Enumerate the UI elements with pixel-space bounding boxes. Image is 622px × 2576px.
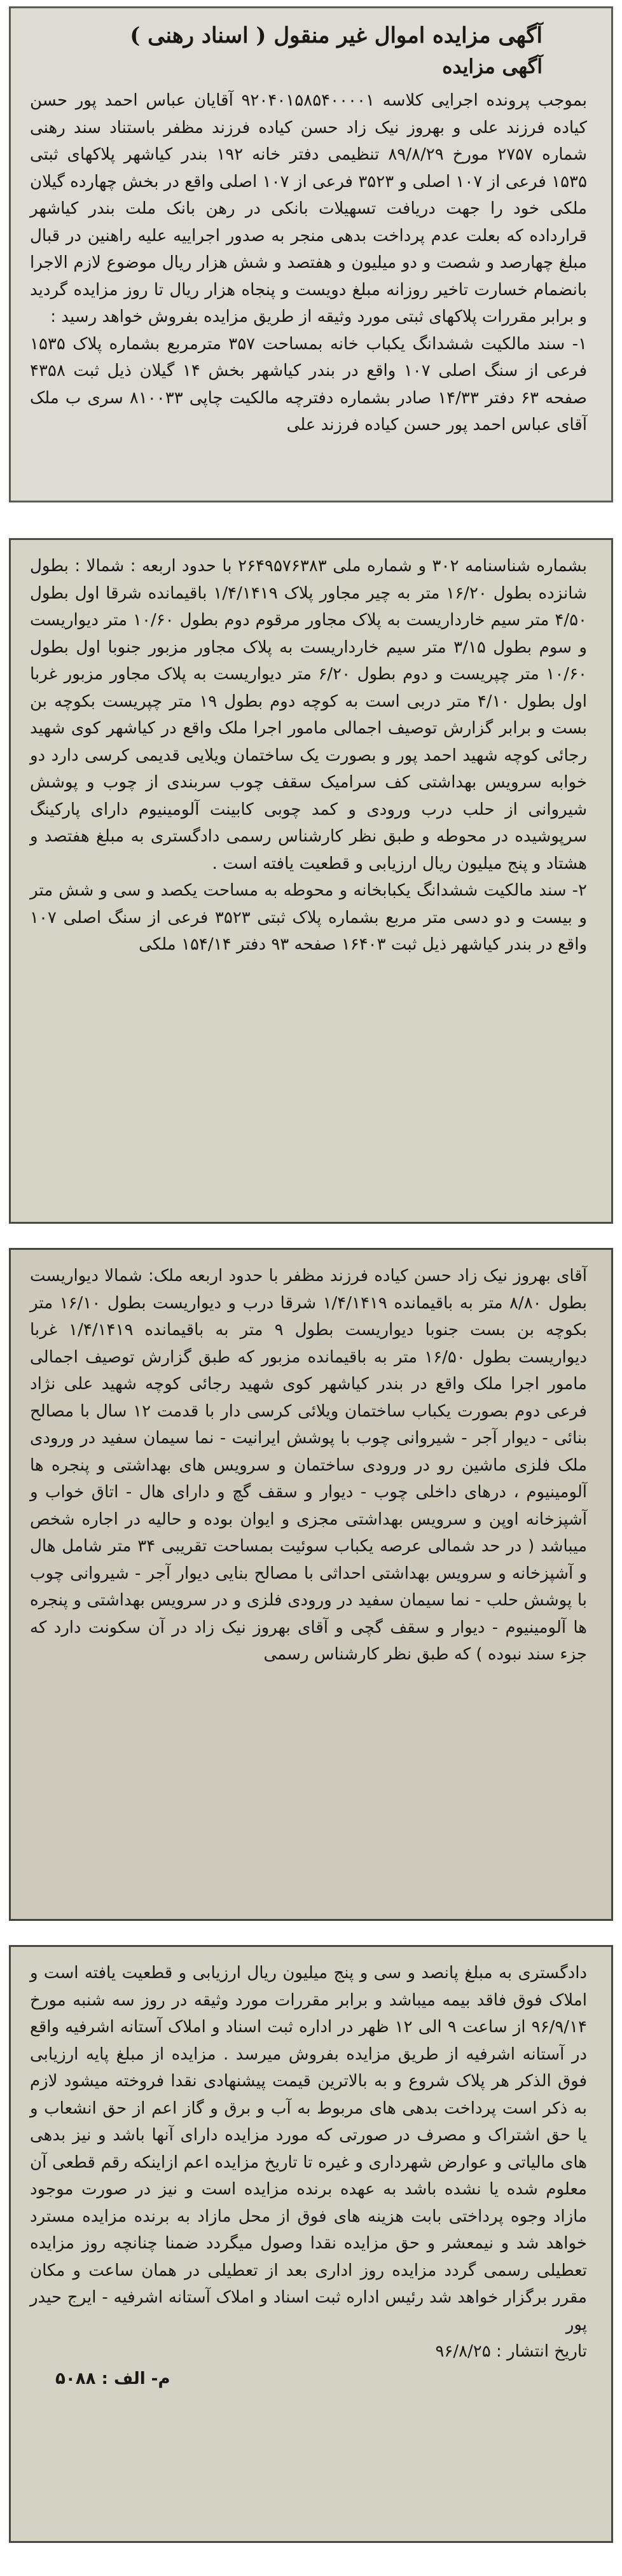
property-2-details-paragraph: آقای بهروز نیک زاد حسن کیاده فرزند مظفر با حدود اربعه ملک: شمالا دیواریست بطول ۸/۸۰ متر به باقیمانده ۱/۴/۱۴۱۹ شرقا درب و دیواریست بطول ۱۶/۱۰ متر بکوچه بن بست جنوبا دیواریست بطول ۹ متر به باقیمانده ۱/۴/۱۴۱۹ غربا دیواریست بطول ۱۶/۵۰ متر به باقیمانده مزبور که طبق گزارش توصیف اجمالی مامور اجرا ملک واقع در بندر کیاشهر کوی شهید رجائی کوچه شهید علی نژاد فرعی دوم بصورت یکباب ساختمان ویلائی کرسی دار با قدمت ۱۲ سال با مصالح بنائی - دیوار آجر - شیروانی چوب با پوشش ایرانیت - نما سیمان سفید در ورودی ملک فلزی ماشین رو در ورودی ساختمان و سرویس های بهداشتی و پنجره ها آلومینیوم ، درهای داخلی چوب - دیوار و سقف گچ و دارای هال - اتاق خواب و آشپزخانه اوپن و سرویس بهداشتی مجزی و ایوان بوده و حالیه در اجاره شخص میباشد ( در حد شمالی عرصه یکباب سوئیت بمساحت تقریبی ۳۴ متر شامل هال و آشپزخانه و سرویس بهداشتی احداثی با مصالح بنایی دیوار آجر - شیروانی چوب با پوشش حلب - نما سیمان سفید در ورودی فلزی و در سرویس بهداشتی و پنجره ها آلومینیوم - دیوار و سقف گچی و آقای بهروز نیک زاد در آن سکونت دارد که جزء سند نبوده ) که طبق نظر کارشناس رسمی [30, 1266, 588, 1664]
clip-2 [9, 538, 613, 1224]
clip-3 [9, 1248, 613, 1921]
notice-subtitle: آگهی مزایده [442, 55, 543, 78]
notice-title: آگهی مزایده اموال غیر منقول ( اسناد رهنی ) [130, 23, 543, 48]
clip-4 [9, 1945, 613, 2543]
notice-intro-paragraph: بموجب پرونده اجرایی کلاسه ۹۲۰۴۰۱۵۸۵۴۰۰۰۰۱ آقایان عباس احمد پور حسن کیاده فرزند علی و بهروز نیک زاد حسن کیاده فرزند مظفر باستناد سند رهنی شماره ۲۷۵۷ مورخ ۸۹/۸/۲۹ تنظیمی دفتر خانه ۱۹۲ بندر کیاشهر پلاکهای ثبتی ۱۵۳۵ فرعی از ۱۰۷ اصلی و ۳۵۲۳ فرعی از ۱۰۷ اصلی واقع در بخش چهارده گیلان ملکی خود را جهت دریافت تسهیلات بانکی در رهن بانک ملت بندر کیاشهر قرارداده که بعلت عدم پرداخت بدهی منجر به صدور اجراییه علیه راهنین در قبال مبلغ چهارصد و شصت و دو میلیون و هفتصد و شش هزار ریال موضوع لازم الاجرا بانضمام خسارت تاخیر روزانه مبلغ دویست و پنجاه هزار ریال تا روز مزایده گردید و برابر مقررات پلاکهای ثبتی مورد وثیقه از طریق مزایده بفروش خواهد رسید : [30, 91, 587, 326]
property-item-1: ۱- سند مالکیت ششدانگ یکباب خانه بمساحت ۳۵۷ مترمربع بشماره پلاک ۱۵۳۵ فرعی از سنگ اصلی ۱۰۷ واقع در بندر کیاشهر بخش ۱۴ گیلان ذیل ثبت ۴۳۵۸ صفحه ۶۳ دفتر ۱۴/۳۳ صادر بشماره دفترچه مالکیت چاپی ۸۱۰۰۳۳ سری ب ملک آقای عباس احمد پور حسن کیاده فرزند علی [30, 334, 588, 434]
publish-date: تاریخ انتشار : ۹۶/۸/۲۵ [435, 2342, 587, 2361]
notice-code: م- الف : ۵۰۸۸ [55, 2369, 170, 2388]
property-item-2: ۲- سند مالکیت ششدانگ یکبابخانه و محوطه به مساحت یکصد و سی و شش متر و بیست و دو دسی متر مربع بشماره پلاک ثبتی ۳۵۲۳ فرعی از سنگ اصلی ۱۰۷ واقع در بندر کیاشهر ذیل ثبت ۱۶۴۰۳ صفحه ۹۳ دفتر ۱۵۴/۱۴ ملکی [30, 881, 587, 954]
auction-terms-paragraph: دادگستری به مبلغ پانصد و سی و پنج میلیون ریال ارزیابی و قطعیت یافته است و املاک فوق فاقد بیمه میباشد و برابر مقررات مورد وثیقه در روز سه شنبه مورخ ۹۶/۹/۱۴ از ساعت ۹ الی ۱۲ ظهر در اداره ثبت اسناد و املاک آستانه اشرفیه واقع در آستانه اشرفیه از طریق مزایده بفروش میرسد . مزایده از مبلغ پایه ارزیابی فوق الذکر هر پلاک شروع و به بالاترین قیمت پیشنهادی نقدا فروخته میشود لازم به ذکر است پرداخت بدهی های مربوط به آب و برق و گاز اعم از حق انشعاب و یا حق اشتراک و مصرف در صورتی که مورد مزایده دارای آنها باشد و نیز بدهی های مالیاتی و عوارض شهرداری و غیره تا تاریخ مزایده اعم ازاینکه رقم قطعی آن معلوم شده یا نشده باشد به عهده برنده مزایده است و نیز در صورت موجود مازاد وجوه پرداختی بابت هزینه های فوق از محل مازاد به برنده مزایده مسترد خواهد شد و نیمعشر و حق مزایده نقدا وصول میگردد ضمنا چنانچه روز مزایده تعطیلی رسمی گردد مزایده روز اداری بعد از تعطیلی در همان ساعت و مکان مقرر برگزار خواهد شد رئیس اداره ثبت اسناد و املاک آستانه اشرفیه - ایرج حیدر پور [30, 1963, 587, 2334]
clip-1 [9, 6, 613, 502]
property-1-details-paragraph: بشماره شناسنامه ۳۰۲ و شماره ملی ۲۶۴۹۵۷۶۳۸۳ با حدود اربعه : شمالا : بطول شانزده بطول ۱۶/۲۰ متر به چیر مجاور پلاک ۱/۴/۱۴۱۹ باقیمانده شرقا اول بطول ۴/۵۰ متر سیم خارداریست به پلاک مجاور مرقوم دوم بطول ۱۰/۶۰ متر دیواریست و سوم بطول ۳/۱۵ متر سیم خارداریست به پلاک مجاور مزبور جنوبا اول بطول ۱۰/۶۰ متر چپریست و دوم بطول ۶/۲۰ متر دیواریست به پلاک مجاور مزبور غربا اول بطول ۴/۱۰ متر دربی است به کوچه دوم بطول ۱۹ متر چپریست بکوچه بن بست و برابر گزارش توصیف اجمالی مامور اجرا ملک واقع در کیاشهر کوی شهید رجائی کوچه شهید احمد پور و بصورت یک ساختمان ویلایی قدیمی کرسی دارد دو خوابه سرویس بهداشتی کف سرامیک سقف چوب سربندی از چوب و پوشش شیروانی از حلب درب ورودی و کمد چوبی کابینت آلومینیوم دارای پارکینگ سرپوشیده در محوطه و طبق نظر کارشناس رسمی دادگستری به مبلغ هفتصد و هشتاد و پنج میلیون ریال ارزیابی و قطعیت یافته است . [30, 557, 588, 873]
